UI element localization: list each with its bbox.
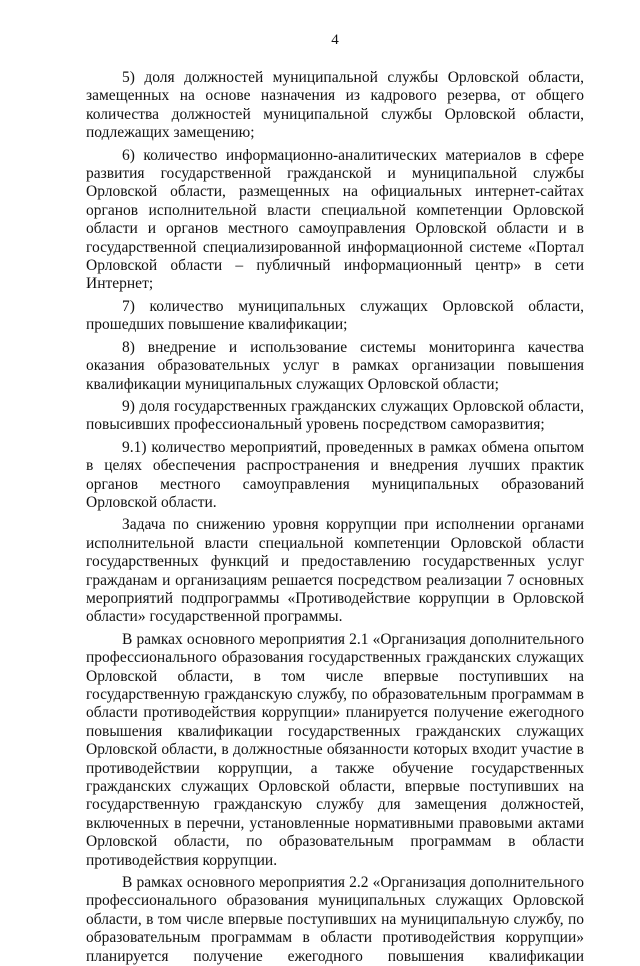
paragraph-item-6: 6) количество информационно-аналитических материалов в сфере развития государственной гражданской и муниципальной службы Орловской области, размещенных на официальных интернет-сайтах органов исполнительной власти специальной компетенции Орловской области и органов местного самоуправления Орловской области и в государственной специализированной информационной системе «Портал Орловской области – публичный информационный центр» в сети Интернет; bbox=[86, 146, 584, 293]
paragraph-anticorruption-task: Задача по снижению уровня коррупции при исполнении органами исполнительной власти специальной компетенции Орловской области государственных функций и предоставлению государственных услуг гражданам и организациям решается посредством реализации 7 основных мероприятий подпрограммы «Противодействие коррупции в Орловской области» государственной программы. bbox=[86, 516, 584, 626]
paragraph-item-9-1: 9.1) количество мероприятий, проведенных в рамках обмена опытом в целях обеспечения распространения и внедрения лучших практик органов местного самоуправления муниципальных образований Орловской области. bbox=[86, 438, 584, 511]
page-number: 4 bbox=[331, 32, 339, 48]
paragraph-item-5: 5) доля должностей муниципальной службы Орловской области, замещенных на основе назначения из кадрового резерва, от общего количества должностей муниципальной службы Орловской области, подлежащих замещению; bbox=[86, 69, 584, 142]
paragraph-measure-2-2: В рамках основного мероприятия 2.2 «Организация дополнительного профессионального образования муниципальных служащих Орловской области, в том числе впервые поступивших на муниципальную службу, по образовательным программам в области противодействия коррупции» планируется получение ежегодного повышения квалификации bbox=[86, 874, 584, 965]
paragraph-measure-2-1: В рамках основного мероприятия 2.1 «Организация дополнительного профессионального образования государственных гражданских служащих Орловской области, в том числе впервые поступивших на государственную гражданскую службу, по образовательным программам в области противодействия коррупции» планируется получение ежегодного повышения квалификации государственных гражданских служащих Орловской области, в должностные обязанности которых входит участие в противодействии коррупции, а также обучение государственных гражданских служащих Орловской области, впервые поступивших на государственную гражданскую службу для замещения должностей, включенных в перечни, установленные нормативными правовыми актами Орловской области, по образовательным программам в области противодействия коррупции. bbox=[86, 630, 584, 869]
paragraph-item-7: 7) количество муниципальных служащих Орловской области, прошедших повышение квалификации; bbox=[86, 297, 584, 334]
paragraph-item-9: 9) доля государственных гражданских служащих Орловской области, повысивших профессиональный уровень посредством саморазвития; bbox=[86, 397, 584, 434]
paragraph-item-8: 8) внедрение и использование системы мониторинга качества оказания образовательных услуг в рамках организации повышения квалификации муниципальных служащих Орловской области; bbox=[86, 338, 584, 393]
